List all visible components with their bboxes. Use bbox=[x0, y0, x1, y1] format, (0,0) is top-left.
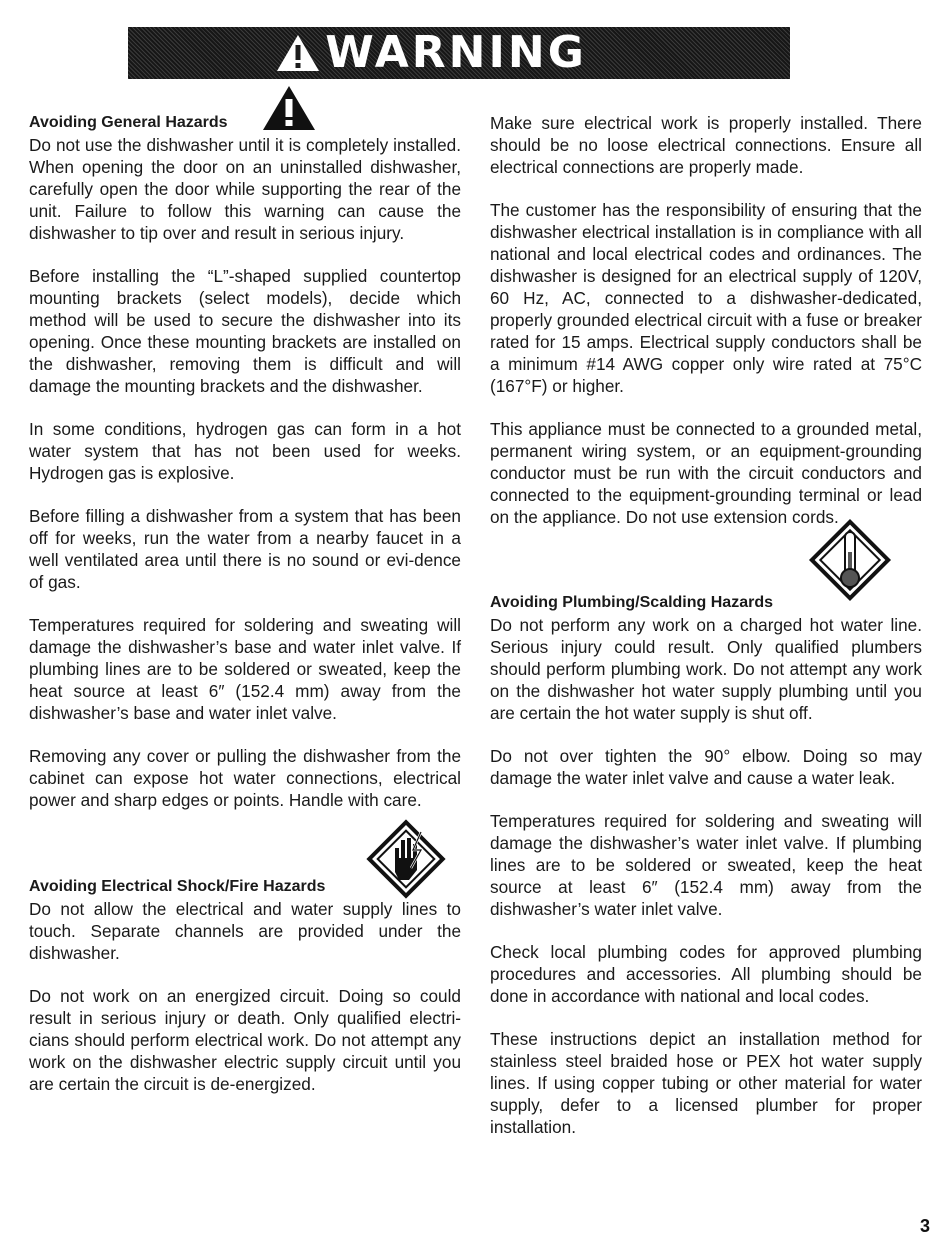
left-column bbox=[29, 112, 461, 1095]
banner-title: WARNING bbox=[325, 27, 587, 78]
thermometer-icon bbox=[802, 512, 898, 608]
plumbing-paragraph: Do not perform any work on a charged hot water line. Serious injury could result. Only qualified plumbers should perform plumbing work. Do not attempt any work on the dishwasher hot water supply plumbing until you are certain the hot water supply is shut off. bbox=[490, 615, 922, 723]
plumbing-paragraph: These instructions depict an installation method for stainless steel braided hose or PEX hot water supply lines. If using copper tubing or other material for water supply, defer to a licensed plumber for proper installation. bbox=[490, 1029, 922, 1137]
general-paragraph: In some conditions, hydrogen gas can form in a hot water system that has not been used for weeks. Hydrogen gas is explosive. bbox=[29, 419, 461, 483]
electrical-paragraph: The customer has the responsibility of ensuring that the dishwasher electrical installation is in compliance with all national and local electrical codes and ordinances. The dishwasher is designed for an electrical supply of 120V, 60 Hz, AC, connected to a dishwasher-dedicated, properly grounded electrical circuit with a fuse or breaker rated for 15 amps. Electrical supply conductors shall be a minimum #14 AWG copper only wire rated at 75°C (167°F) or higher. bbox=[490, 200, 922, 396]
electrical-hazards-heading bbox=[29, 876, 461, 898]
general-paragraph: Temperatures required for soldering and sweating will damage the dishwasher’s base and water inlet valve. If plumbing lines are to be soldered or sweated, keep the heat source at least 6″ (152.4 mm) away from the dishwasher’s base and water inlet valve. bbox=[29, 615, 461, 723]
general-hazards-title: Avoiding General Hazards bbox=[29, 114, 228, 131]
plumbing-hazards-heading bbox=[490, 592, 922, 614]
electrical-paragraph: Make sure electrical work is properly installed. There should be no loose electrical connections. Ensure all electrical connections are properly made. bbox=[490, 113, 922, 177]
general-paragraph: Do not use the dishwasher until it is completely installed. When opening the door on an uninstalled dishwasher, carefully open the door while supporting the rear of the unit. Failure to follow this warning can cause the dishwasher to tip over and result in serious injury. bbox=[29, 135, 461, 243]
general-paragraph: Before filling a dishwasher from a system that has been off for weeks, run the water from a nearby faucet in a well ventilated area until there is no sound or evi-dence of gas. bbox=[29, 506, 461, 592]
electrical-paragraph: This appliance must be connected to a grounded metal, permanent wiring system, or an equipment-grounding conductor must be run with the circuit conductors and connected to the equipment-grounding terminal or lead on the appliance. Do not use extension cords. bbox=[490, 419, 922, 527]
right-column bbox=[490, 112, 922, 1138]
plumbing-hazards-title: Avoiding Plumbing/Scalding Hazards bbox=[490, 594, 773, 611]
warning-banner bbox=[128, 27, 790, 79]
electrical-paragraph: Do not work on an energized circuit. Doing so could result in serious injury or death. Only qualified electri-cians should perform electrical work. Do not attempt any work on the dishwasher electric supply circuit until you are certain the circuit is de-energized. bbox=[29, 986, 461, 1094]
electrical-hazards-title: Avoiding Electrical Shock/Fire Hazards bbox=[29, 878, 326, 895]
electric-shock-icon bbox=[361, 814, 451, 904]
warning-triangle-icon bbox=[261, 84, 317, 132]
page-number: 3 bbox=[919, 1216, 930, 1236]
general-paragraph: Removing any cover or pulling the dishwasher from the cabinet can expose hot water connections, electrical power and sharp edges or points. Handle with care. bbox=[29, 746, 461, 810]
general-paragraph: Before installing the “L”-shaped supplied countertop mounting brackets (select models), decide which method will be used to secure the dishwasher into its opening. Once these mounting brackets are installed on the dishwasher, removing them is difficult and will damage the mounting brackets and the dishwasher. bbox=[29, 266, 461, 396]
general-hazards-heading bbox=[29, 112, 461, 134]
electrical-paragraph: Do not allow the electrical and water supply lines to touch. Separate channels are provided under the dishwasher. bbox=[29, 899, 461, 963]
plumbing-paragraph: Do not over tighten the 90° elbow. Doing so may damage the water inlet valve and cause a water leak. bbox=[490, 746, 922, 788]
plumbing-paragraph: Temperatures required for soldering and sweating will damage the dishwasher’s water inlet valve. If plumbing lines are to be soldered or sweated, keep the heat source at least 6″ (152.4 mm) away from the dishwasher’s water inlet valve. bbox=[490, 811, 922, 919]
plumbing-paragraph: Check local plumbing codes for approved plumbing procedures and accessories. All plumbing should be done in accordance with national and local codes. bbox=[490, 942, 922, 1006]
warning-triangle-icon bbox=[275, 33, 321, 73]
